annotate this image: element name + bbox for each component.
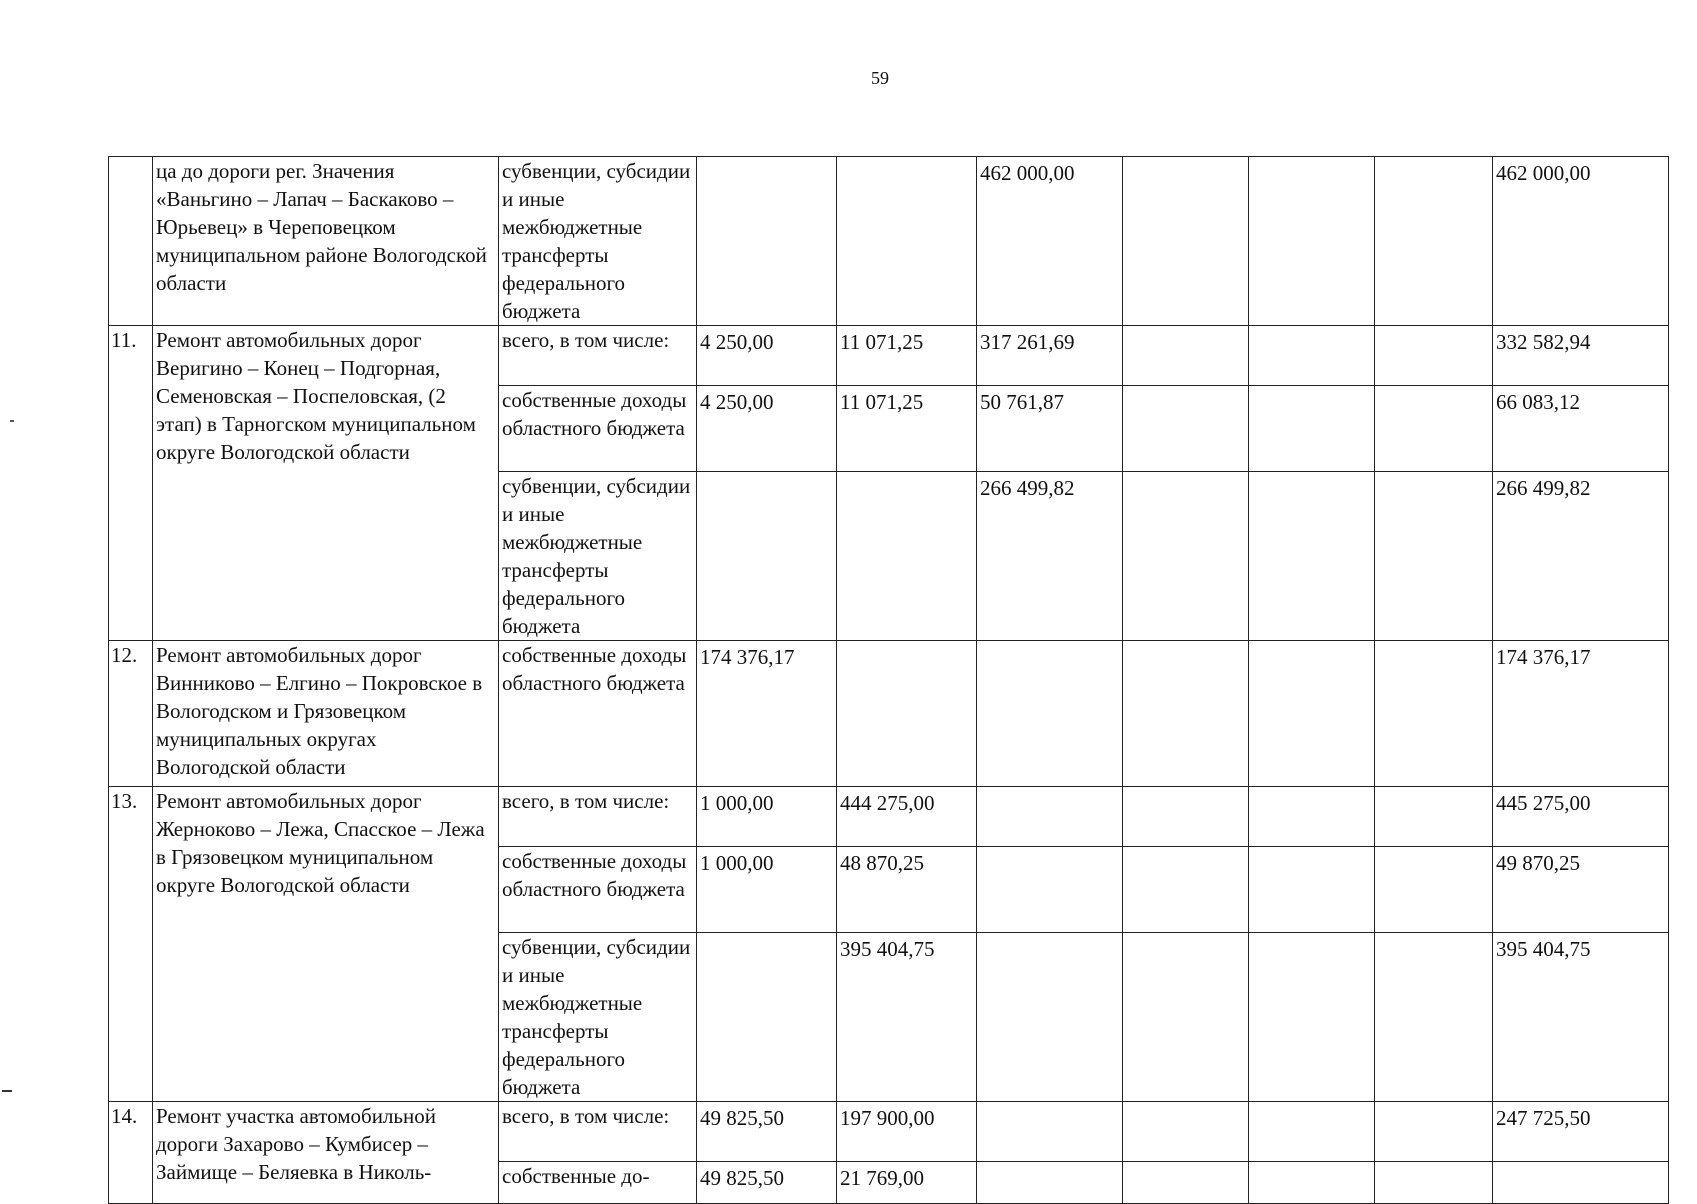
value-cell: 462 000,00	[977, 157, 1123, 326]
value-cell	[1249, 847, 1375, 933]
value-cell: 174 376,17	[697, 641, 837, 787]
table-row	[109, 1102, 1669, 1162]
value-cell: 1 000,00	[697, 847, 837, 933]
total-cell: 66 083,12	[1493, 386, 1669, 472]
value-cell: 50 761,87	[977, 386, 1123, 472]
funding-source: собственные доходы областного бюджета	[499, 386, 697, 472]
total-cell: 445 275,00	[1493, 787, 1669, 847]
value-cell	[1375, 1102, 1493, 1162]
table-row	[109, 641, 1669, 787]
value-cell: 21 769,00	[837, 1162, 977, 1204]
table-row	[109, 326, 1669, 386]
value-cell	[1375, 1162, 1493, 1204]
table-row	[109, 157, 1669, 326]
value-cell	[1249, 472, 1375, 641]
value-cell: 317 261,69	[977, 326, 1123, 386]
row-index: 14.	[109, 1102, 153, 1204]
value-cell	[1249, 157, 1375, 326]
value-cell: 266 499,82	[977, 472, 1123, 641]
value-cell: 444 275,00	[837, 787, 977, 847]
value-cell	[977, 847, 1123, 933]
value-cell	[1123, 847, 1249, 933]
value-cell	[697, 933, 837, 1102]
value-cell	[837, 472, 977, 641]
value-cell: 1 000,00	[697, 787, 837, 847]
value-cell	[1375, 933, 1493, 1102]
value-cell	[1249, 326, 1375, 386]
value-cell	[1249, 1102, 1375, 1162]
value-cell	[1249, 933, 1375, 1102]
value-cell: 49 825,50	[697, 1102, 837, 1162]
value-cell	[1123, 326, 1249, 386]
scan-mark	[2, 1090, 12, 1092]
value-cell	[1249, 641, 1375, 787]
funding-source: всего, в том числе:	[499, 1102, 697, 1162]
value-cell	[977, 933, 1123, 1102]
total-cell: 332 582,94	[1493, 326, 1669, 386]
funding-source: собственные доходы областного бюджета	[499, 847, 697, 933]
page-number: 59	[871, 68, 889, 88]
value-cell	[837, 157, 977, 326]
value-cell: 395 404,75	[837, 933, 977, 1102]
total-cell: 174 376,17	[1493, 641, 1669, 787]
value-cell	[1123, 933, 1249, 1102]
value-cell	[1123, 787, 1249, 847]
total-cell: 247 725,50	[1493, 1102, 1669, 1162]
value-cell: 11 071,25	[837, 326, 977, 386]
scan-mark	[10, 420, 14, 422]
value-cell: 4 250,00	[697, 326, 837, 386]
object-name: Ремонт участка автомобильной дороги Захарово – Кумбисер – Займище – Беляевка в Николь-	[153, 1102, 499, 1204]
total-cell	[1493, 1162, 1669, 1204]
value-cell	[1123, 1162, 1249, 1204]
object-name: Ремонт автомобильных дорог Веригино – Конец – Подгорная, Семеновская – Поспеловская, (2 этап) в Тарногском муниципальном округе Вологодской области	[153, 326, 499, 641]
value-cell	[977, 787, 1123, 847]
value-cell	[1375, 472, 1493, 641]
value-cell	[1123, 157, 1249, 326]
row-index: 12.	[109, 641, 153, 787]
value-cell	[977, 641, 1123, 787]
funding-source: субвенции, субсидии и иные межбюджетные трансферты федерального бюджета	[499, 472, 697, 641]
value-cell	[1375, 847, 1493, 933]
budget-table	[108, 156, 1669, 1204]
value-cell: 4 250,00	[697, 386, 837, 472]
value-cell	[1123, 641, 1249, 787]
value-cell	[1375, 641, 1493, 787]
row-index: 11.	[109, 326, 153, 641]
value-cell: 49 825,50	[697, 1162, 837, 1204]
value-cell	[1123, 1102, 1249, 1162]
value-cell	[837, 641, 977, 787]
value-cell: 48 870,25	[837, 847, 977, 933]
funding-source: собственные до-	[499, 1162, 697, 1204]
total-cell: 49 870,25	[1493, 847, 1669, 933]
value-cell	[1249, 787, 1375, 847]
value-cell	[697, 157, 837, 326]
value-cell	[1375, 157, 1493, 326]
total-cell: 462 000,00	[1493, 157, 1669, 326]
total-cell: 266 499,82	[1493, 472, 1669, 641]
funding-source: субвенции, субсидии и иные межбюджетные трансферты федерального бюджета	[499, 933, 697, 1102]
row-index	[109, 157, 153, 326]
funding-source: собственные доходы областного бюджета	[499, 641, 697, 787]
value-cell	[977, 1102, 1123, 1162]
funding-source: всего, в том числе:	[499, 787, 697, 847]
funding-source: субвенции, субсидии и иные межбюджетные трансферты федерального бюджета	[499, 157, 697, 326]
value-cell	[697, 472, 837, 641]
value-cell	[1375, 326, 1493, 386]
funding-source: всего, в том числе:	[499, 326, 697, 386]
value-cell	[977, 1162, 1123, 1204]
row-index: 13.	[109, 787, 153, 1102]
value-cell	[1249, 1162, 1375, 1204]
value-cell	[1375, 386, 1493, 472]
value-cell	[1123, 386, 1249, 472]
total-cell: 395 404,75	[1493, 933, 1669, 1102]
value-cell	[1375, 787, 1493, 847]
value-cell: 197 900,00	[837, 1102, 977, 1162]
table-row	[109, 787, 1669, 847]
object-name: Ремонт автомобильных дорог Жерноково – Лежа, Спасское – Лежа в Грязовецком муниципальном округе Вологодской области	[153, 787, 499, 1102]
value-cell	[1123, 472, 1249, 641]
object-name: Ремонт автомобильных дорог Винниково – Елгино – Покровское в Вологодском и Грязовецком муниципальных округах Вологодской области	[153, 641, 499, 787]
object-name: ца до дороги рег. Значения «Ваньгино – Лапач – Баскаково – Юрьевец» в Череповецком муниципальном районе Вологодской области	[153, 157, 499, 326]
value-cell	[1249, 386, 1375, 472]
value-cell: 11 071,25	[837, 386, 977, 472]
